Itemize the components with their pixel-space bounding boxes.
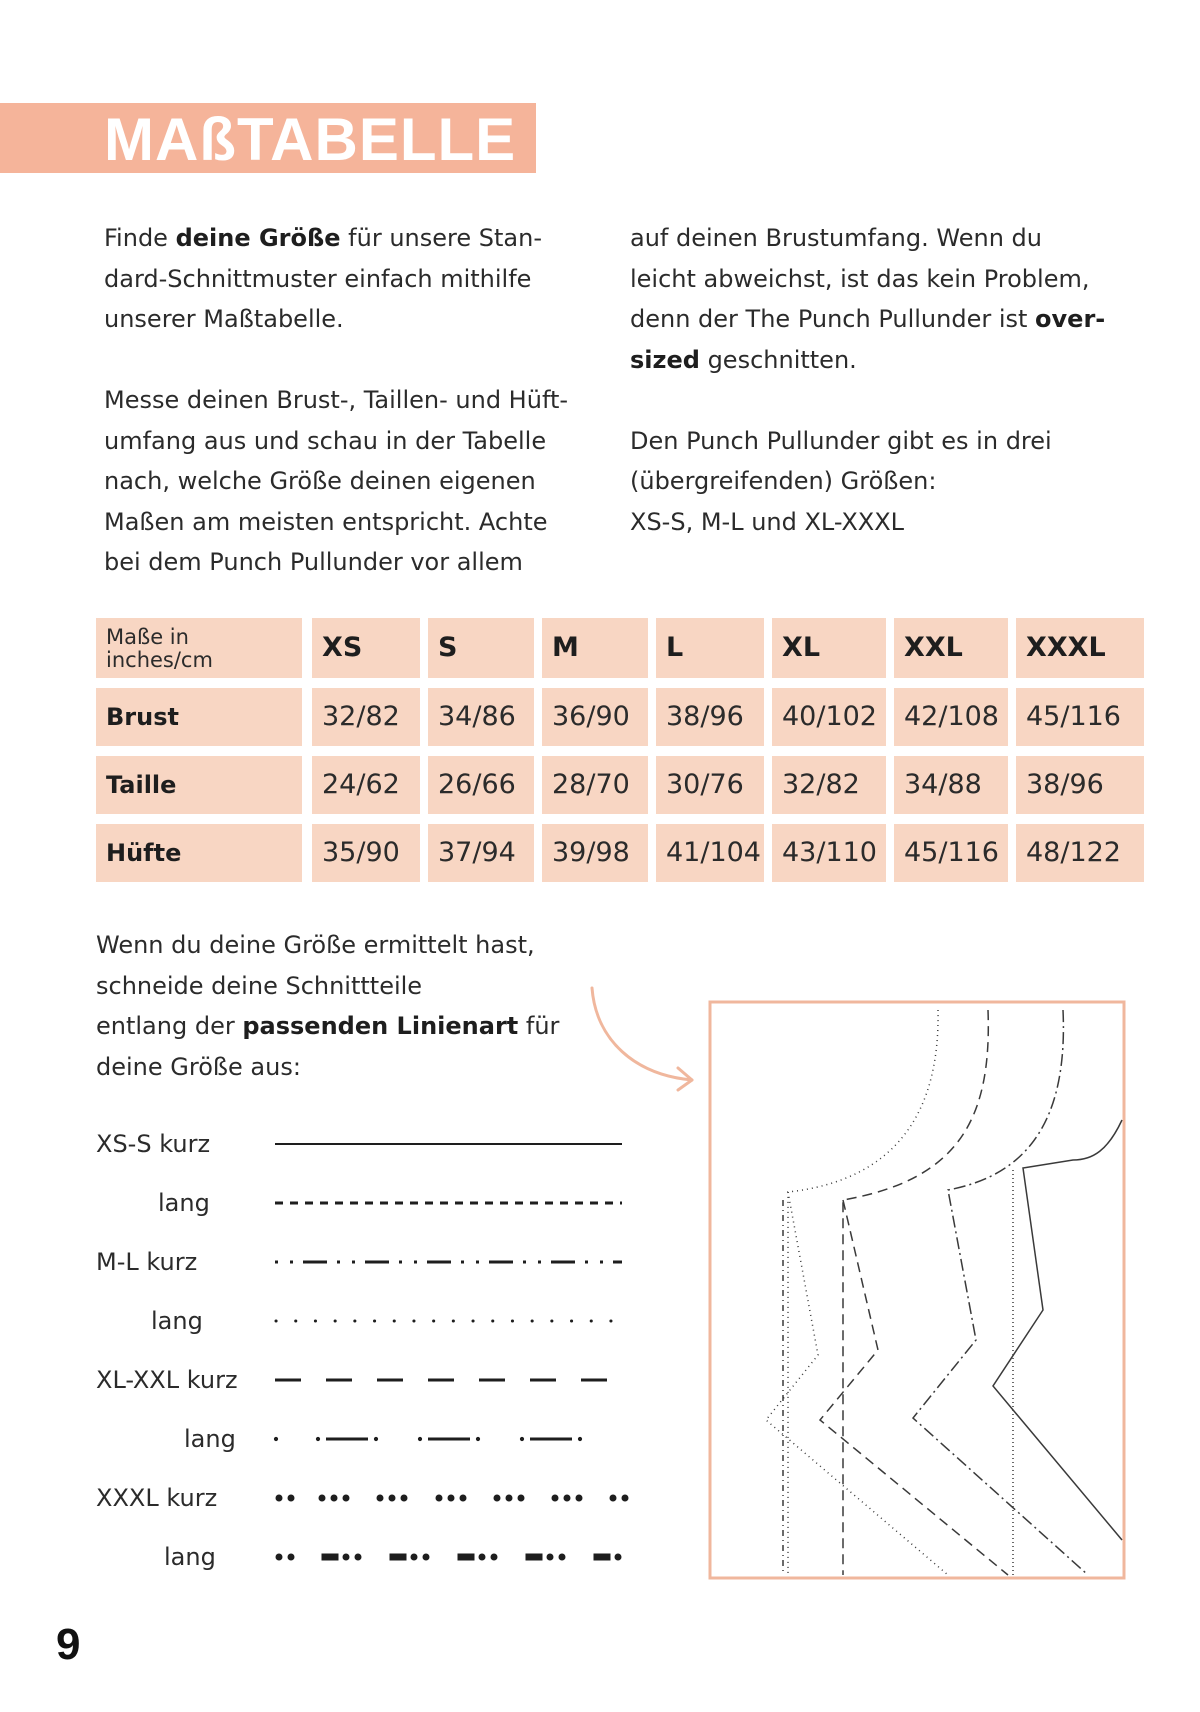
size-header-xxl: XXL (894, 618, 1008, 678)
table-cell: 28/70 (542, 756, 648, 814)
legend-label-xlxxl-lang: lang (184, 1425, 236, 1453)
table-cell: 26/66 (428, 756, 534, 814)
table-cell: 43/110 (772, 824, 886, 882)
diagram-frame (710, 1002, 1124, 1578)
table-cell: 38/96 (656, 688, 764, 746)
page-number: 9 (56, 1620, 81, 1669)
line-sample-xxxl-kurz (276, 1495, 628, 1501)
table-cell: 41/104 (656, 824, 764, 882)
size-header-xs: XS (312, 618, 420, 678)
table-cell: 38/96 (1016, 756, 1144, 814)
size-header-l: L (656, 618, 764, 678)
table-cell: 45/116 (1016, 688, 1144, 746)
size-header-s: S (428, 618, 534, 678)
pattern-line-a (788, 1010, 938, 1575)
legend-line-samples (270, 1100, 650, 1580)
pattern-line-d (913, 1010, 1088, 1575)
table-corner-cell: Maße in inches/cm (96, 618, 302, 678)
legend-label-xxxl-lang: lang (164, 1543, 216, 1571)
legend-label-xlxxl-kurz: XL-XXL kurz (96, 1366, 238, 1394)
page-title: MAßTABELLE (104, 106, 517, 173)
table-cell: 42/108 (894, 688, 1008, 746)
pattern-line-c (843, 1010, 988, 1575)
table-cell: 37/94 (428, 824, 534, 882)
intro-paragraph-2: Messe deinen Brust-, Taillen- und Hüft- umfang aus und schau in der Tabelle nach, welche Größe deinen eigenen Maßen am meisten entspricht. Achte bei dem Punch Pullunder vor allem (104, 386, 569, 576)
intro-paragraph-1: Finde deine Größe für unsere Stan- dard-Schnittmuster einfach mithilfe unserer Maßtabelle. (104, 224, 542, 333)
row-label-huefte: Hüfte (96, 824, 302, 882)
intro-paragraph-3: auf deinen Brustumfang. Wenn du leicht abweichst, ist das kein Problem, denn der The Punch Pullunder ist over- sized geschnitten. (630, 224, 1106, 374)
intro-paragraph-4: Den Punch Pullunder gibt es in drei (übergreifenden) Größen: XS-S, M-L und XL-XXXL (630, 426, 1052, 536)
size-header-xl: XL (772, 618, 886, 678)
table-cell: 34/88 (894, 756, 1008, 814)
cutting-instructions: Wenn du deine Größe ermittelt hast, schneide deine Schnittteile entlang der passenden Linienart für deine Größe aus: (96, 931, 560, 1081)
legend-label-xss-kurz: XS-S kurz (96, 1130, 211, 1158)
size-table (96, 618, 1150, 886)
line-sample-xlxxl-lang (274, 1437, 581, 1440)
table-cell: 32/82 (772, 756, 886, 814)
pattern-line-c2 (820, 1200, 1008, 1575)
legend-label-xxxl-kurz: XXXL kurz (96, 1484, 218, 1512)
table-cell: 35/90 (312, 824, 420, 882)
table-cell: 34/86 (428, 688, 534, 746)
row-label-brust: Brust (96, 688, 302, 746)
table-cell: 32/82 (312, 688, 420, 746)
table-cell: 36/90 (542, 688, 648, 746)
table-cell: 30/76 (656, 756, 764, 814)
line-sample-xxxl-lang (276, 1554, 621, 1560)
legend-label-ml-lang: lang (151, 1307, 203, 1335)
intro-right-column (630, 218, 1130, 542)
legend-label-ml-kurz: M-L kurz (96, 1248, 198, 1276)
row-label-taille: Taille (96, 756, 302, 814)
size-header-xxxl: XXXL (1016, 618, 1144, 678)
curved-arrow-icon (580, 980, 700, 1100)
table-cell: 45/116 (894, 824, 1008, 882)
pattern-lines-diagram (708, 1000, 1138, 1590)
table-cell: 24/62 (312, 756, 420, 814)
table-cell: 39/98 (542, 824, 648, 882)
table-cell: 48/122 (1016, 824, 1144, 882)
intro-left-column (104, 218, 604, 583)
size-header-m: M (542, 618, 648, 678)
pattern-line-a2 (766, 1192, 948, 1575)
table-cell: 40/102 (772, 688, 886, 746)
legend-label-xss-lang: lang (158, 1189, 210, 1217)
